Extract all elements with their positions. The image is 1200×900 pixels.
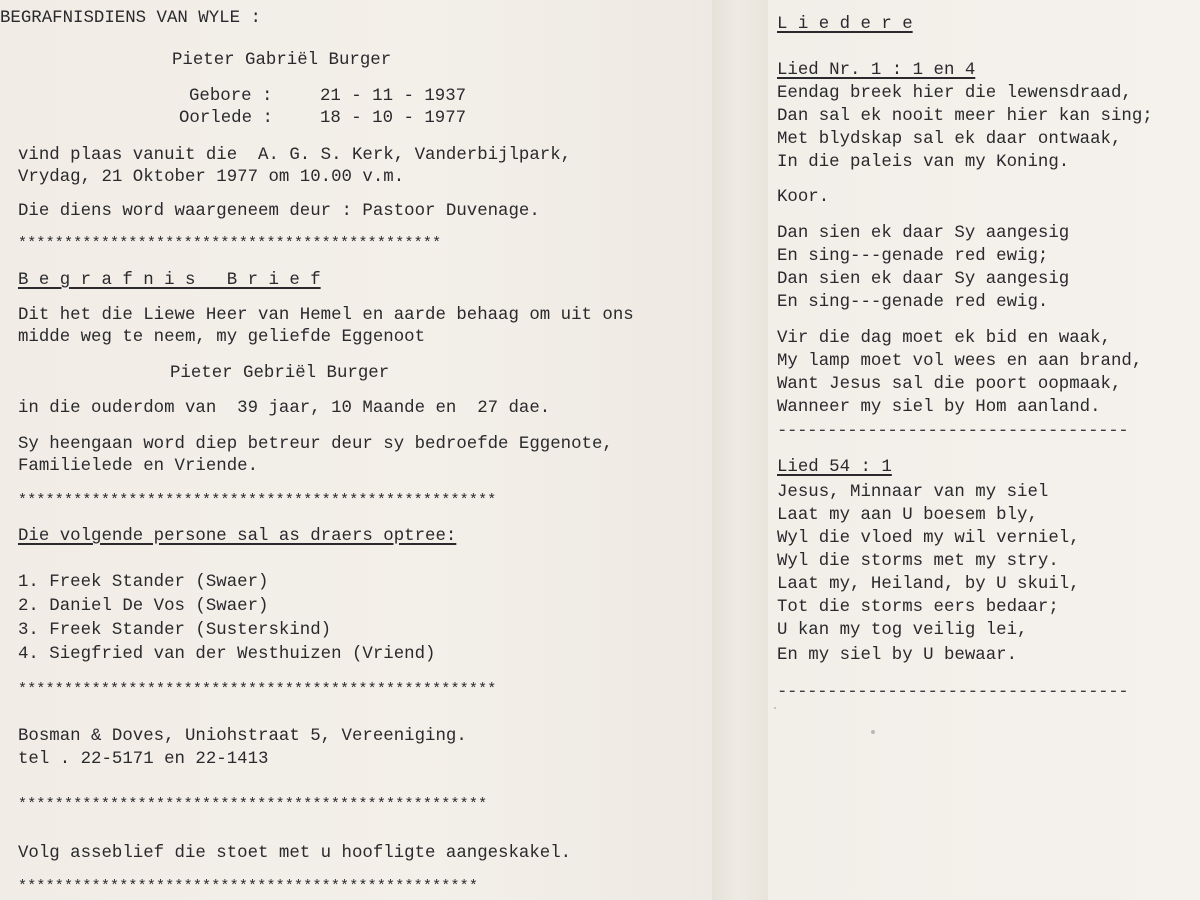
- verse-line: Eendag breek hier die lewensdraad,: [777, 84, 1132, 103]
- born-date: 21 - 11 - 1937: [320, 87, 467, 106]
- star-divider-5: **************************************************: [18, 878, 479, 895]
- undertaker-line-2: tel . 22-5171 en 22-1413: [18, 750, 269, 769]
- letter-line-2: midde weg te neem, my geliefde Eggenoot: [18, 328, 426, 347]
- verse-line: Laat my aan U boesem bly,: [777, 506, 1038, 525]
- verse-line: My lamp moet vol wees en aan brand,: [777, 352, 1143, 371]
- page-gutter: [712, 0, 768, 900]
- age-line: in die ouderdom van 39 jaar, 10 Maande en 27 dae.: [18, 399, 551, 418]
- song-2-title: Lied 54 : 1: [777, 458, 892, 477]
- letter-heading: B e g r a f n i s B r i e f: [18, 271, 321, 290]
- mourn-line-1: Sy heengaan word diep betreur deur sy bedroefde Eggenote,: [18, 435, 613, 454]
- verse-line: Met blydskap sal ek daar ontwaak,: [777, 130, 1122, 149]
- bearer-item: 2. Daniel De Vos (Swaer): [18, 597, 269, 616]
- verse-line: In die paleis van my Koning.: [777, 153, 1070, 172]
- chorus-label: Koor.: [777, 188, 830, 207]
- letter-name: Pieter Gebriël Burger: [170, 364, 390, 383]
- bearer-item: 1. Freek Stander (Swaer): [18, 573, 269, 592]
- venue-line-1: vind plaas vanuit die A. G. S. Kerk, Vanderbijlpark,: [18, 146, 572, 165]
- song-1-title: Lied Nr. 1 : 1 en 4: [777, 61, 976, 80]
- venue-line-2: Vrydag, 21 Oktober 1977 om 10.00 v.m.: [18, 168, 405, 187]
- verse-line: Tot die storms eers bedaar;: [777, 598, 1059, 617]
- star-divider-2: ****************************************************: [18, 492, 497, 509]
- right-page: [768, 0, 1200, 900]
- service-header: BEGRAFNISDIENS VAN WYLE :: [0, 9, 261, 28]
- chorus-line: Dan sien ek daar Sy aangesig: [777, 224, 1070, 243]
- paper-speck: [871, 730, 875, 734]
- chorus-line: Dan sien ek daar Sy aangesig: [777, 270, 1070, 289]
- verse-line: U kan my tog veilig lei,: [777, 621, 1028, 640]
- bearer-item: 4. Siegfried van der Westhuizen (Vriend): [18, 645, 436, 664]
- bearers-heading: Die volgende persone sal as draers optree:: [18, 527, 457, 546]
- chorus-line: En sing---genade red ewig;: [777, 247, 1049, 266]
- verse-line: Wyl die storms met my stry.: [777, 552, 1059, 571]
- chorus-line: En sing---genade red ewig.: [777, 293, 1049, 312]
- verse-line: Want Jesus sal die poort oopmaak,: [777, 375, 1122, 394]
- verse-line: Vir die dag moet ek bid en waak,: [777, 329, 1111, 348]
- mourn-line-2: Familielede en Vriende.: [18, 457, 259, 476]
- died-label: Oorlede :: [179, 109, 273, 128]
- verse-line: Wyl die vloed my wil verniel,: [777, 529, 1080, 548]
- letter-line-1: Dit het die Liewe Heer van Hemel en aarde behaag om uit ons: [18, 306, 634, 325]
- dash-divider-2: -----------------------------------: [777, 683, 1129, 702]
- undertaker-line-1: Bosman & Doves, Uniohstraat 5, Vereeniging.: [18, 727, 467, 746]
- songs-heading: L i e d e r e: [777, 15, 913, 34]
- verse-line: Jesus, Minnaar van my siel: [777, 483, 1049, 502]
- procession-notice: Volg asseblief die stoet met u hoofligte aangeskakel.: [18, 844, 572, 863]
- verse-line: Wanneer my siel by Hom aanland.: [777, 398, 1101, 417]
- star-divider-4: ***************************************************: [18, 796, 488, 813]
- verse-line: Dan sal ek nooit meer hier kan sing;: [777, 107, 1153, 126]
- deceased-name: Pieter Gabriël Burger: [172, 51, 392, 70]
- dash-divider-1: -----------------------------------: [777, 422, 1129, 441]
- verse-line: En my siel by U bewaar.: [777, 646, 1018, 665]
- officiant-line: Die diens word waargeneem deur : Pastoor Duvenage.: [18, 202, 540, 221]
- died-date: 18 - 10 - 1977: [320, 109, 467, 128]
- star-divider-3: ****************************************************: [18, 681, 497, 698]
- born-label: Gebore :: [189, 87, 273, 106]
- paper-speck: [774, 707, 776, 709]
- star-divider-1: **********************************************: [18, 235, 442, 252]
- verse-line: Laat my, Heiland, by U skuil,: [777, 575, 1080, 594]
- bearer-item: 3. Freek Stander (Susterskind): [18, 621, 332, 640]
